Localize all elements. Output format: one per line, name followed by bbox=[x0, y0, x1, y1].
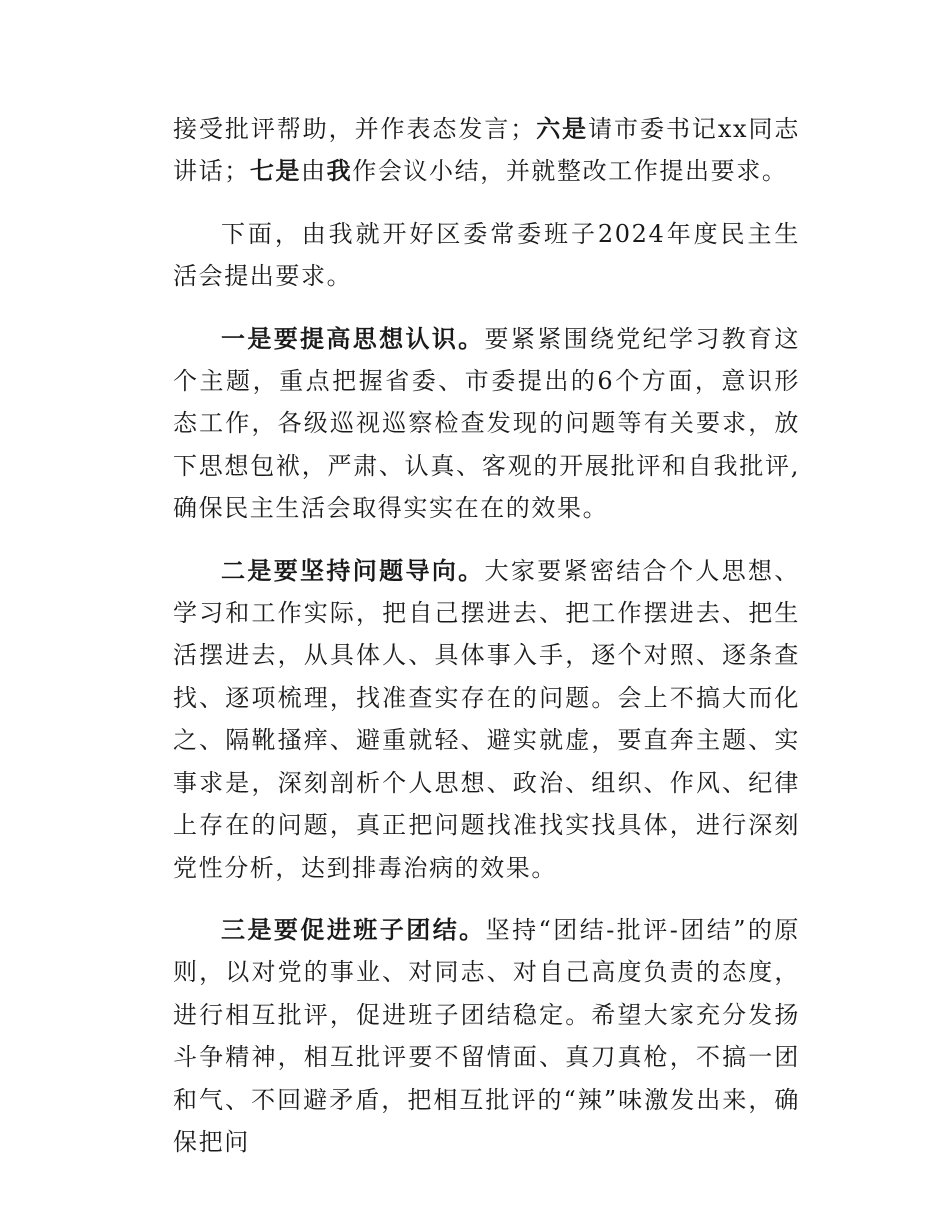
text-run: 由 bbox=[301, 157, 327, 186]
point-heading: 三是要促进班子团结。 bbox=[221, 915, 486, 944]
text-run: 坚持“团结-批评-团结”的原则，以对党的事业、对同志、对自己高度负责的态度，进行相互批评，促进班子团结稳定。希望大家充分发扬斗争精神，相互批评要不留情面、真刀真枪，不搞一团和气、不回避矛盾，把相互批评的“辣”味激发出来，确保把问 bbox=[173, 915, 800, 1156]
paragraph-point-1 bbox=[173, 318, 800, 530]
point-heading: 一是要提高思想认识。 bbox=[221, 324, 485, 353]
bold-run: 七是 bbox=[249, 157, 302, 186]
paragraph-point-3 bbox=[173, 909, 800, 1163]
text-run: 作会议小结，并就整改工作提出要求。 bbox=[352, 157, 788, 186]
paragraph-point-2 bbox=[173, 550, 800, 889]
paragraph-gap bbox=[173, 530, 800, 550]
text-run: 下面，由我就开好区委常委班子2024年度民主生活会提出要求。 bbox=[173, 219, 800, 291]
paragraph-intro bbox=[173, 213, 800, 298]
text-run: 接受批评帮助，并作表态发言； bbox=[173, 115, 536, 143]
paragraph-gap bbox=[173, 889, 800, 909]
text-run: 请市委书记xx同志讲话； bbox=[173, 115, 800, 186]
paragraph-gap bbox=[173, 298, 800, 318]
paragraph-gap bbox=[173, 193, 800, 213]
bold-run: 我 bbox=[326, 157, 353, 186]
paragraph-continuation bbox=[173, 108, 800, 193]
text-run: 大家要紧密结合个人思想、学习和工作实际，把自己摆进去、把工作摆进去、把生活摆进去，从具体人、具体事入手，逐个对照、逐条查找、逐项梳理，找准查实存在的问题。会上不搞大而化之、隔靴搔痒、避重就轻、避实就虚，要直奔主题、实事求是，深刻剖析个人思想、政治、组织、作风、纪律上存在的问题，真正把问题找准找实找具体，进行深刻党性分析，达到排毒治病的效果。 bbox=[173, 556, 801, 882]
text-run: 要紧紧围绕党纪学习教育这个主题，重点把握省委、市委提出的6个方面，意识形态工作，各级巡视巡察检查发现的问题等有关要求，放下思想包袱，严肃、认真、客观的开展批评和自我批评,确保民主生活会取得实实在在的效果。 bbox=[173, 324, 801, 523]
bold-run: 六是 bbox=[535, 115, 589, 143]
point-heading: 二是要坚持问题导向。 bbox=[221, 556, 485, 585]
